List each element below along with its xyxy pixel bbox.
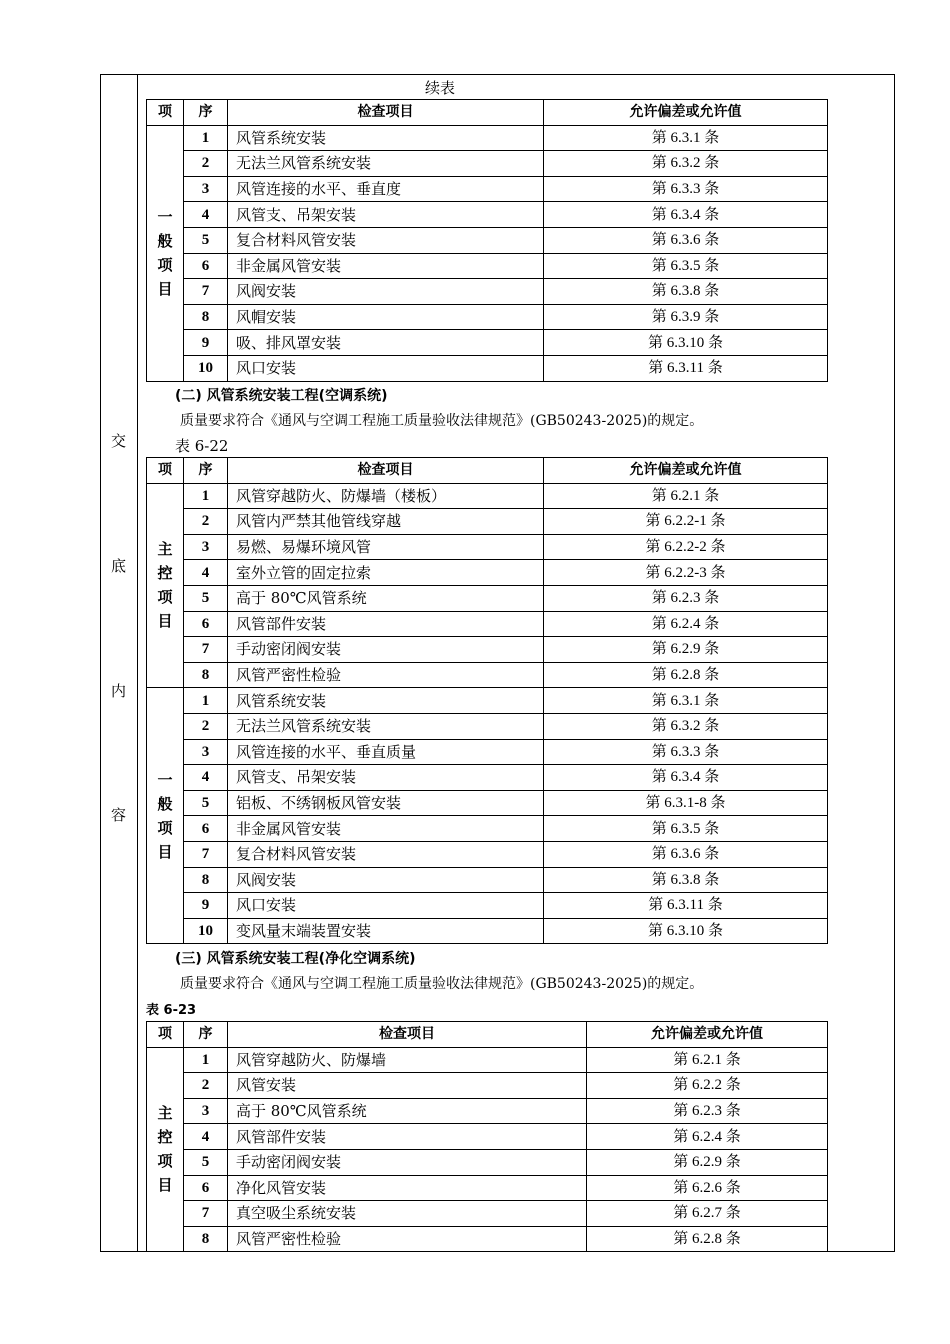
table-row	[147, 1098, 828, 1124]
inspection-item: 风管支、吊架安装	[228, 765, 544, 791]
table-6-22	[146, 457, 828, 944]
table-row	[147, 560, 828, 586]
inspection-item: 变风量末端装置安装	[228, 918, 544, 944]
category-char: 控	[157, 564, 173, 583]
table-row	[147, 534, 828, 560]
header-category: 项	[147, 100, 184, 126]
requirement-text: 质量要求符合《通风与空调工程施工质量验收法律规范》(GB50243-2025)的规定。	[180, 413, 704, 429]
allowed-value: 第 6.3.9 条	[544, 304, 828, 330]
continued-label: 续表	[425, 79, 456, 97]
side-label-char: 交	[110, 432, 126, 450]
allowed-value: 第 6.3.11 条	[544, 355, 828, 381]
inspection-item: 净化风管安装	[228, 1175, 587, 1201]
inspection-item: 风管严密性检验	[228, 662, 544, 688]
inspection-item: 风管系统安装	[228, 688, 544, 714]
table-row	[147, 841, 828, 867]
table-row	[147, 509, 828, 535]
category-char: 项	[157, 818, 173, 837]
category-char: 目	[157, 1176, 173, 1195]
table-row	[147, 253, 828, 279]
category-main-control	[147, 483, 184, 688]
requirement-text: 质量要求符合《通风与空调工程施工质量验收法律规范》(GB50243-2025)的规定。	[180, 976, 704, 992]
category-general	[147, 125, 184, 381]
allowed-value: 第 6.3.1 条	[544, 688, 828, 714]
table-row	[147, 867, 828, 893]
header-seq: 序	[184, 458, 228, 484]
header-item: 检查项目	[228, 100, 544, 126]
header-seq: 序	[184, 1022, 228, 1048]
allowed-value: 第 6.2.3 条	[587, 1098, 828, 1124]
row-number: 6	[184, 1175, 228, 1201]
row-number: 5	[184, 790, 228, 816]
allowed-value: 第 6.2.8 条	[544, 662, 828, 688]
table-row	[147, 279, 828, 305]
table-row	[147, 790, 828, 816]
row-number: 5	[184, 227, 228, 253]
table-row	[147, 330, 828, 356]
allowed-value: 第 6.2.2-3 条	[544, 560, 828, 586]
allowed-value: 第 6.3.5 条	[544, 253, 828, 279]
header-value: 允许偏差或允许值	[544, 458, 828, 484]
row-number: 2	[184, 151, 228, 177]
row-number: 10	[184, 355, 228, 381]
inspection-item: 复合材料风管安装	[228, 227, 544, 253]
inspection-item: 室外立管的固定拉索	[228, 560, 544, 586]
inspection-item: 风阀安装	[228, 279, 544, 305]
row-number: 8	[184, 867, 228, 893]
table-row	[147, 1047, 828, 1073]
allowed-value: 第 6.2.9 条	[544, 637, 828, 663]
row-number: 1	[184, 1047, 228, 1073]
allowed-value: 第 6.2.1 条	[544, 483, 828, 509]
table-row	[147, 816, 828, 842]
inspection-item: 风管严密性检验	[228, 1226, 587, 1252]
inspection-item: 真空吸尘系统安装	[228, 1201, 587, 1227]
row-number: 4	[184, 1124, 228, 1150]
table-row	[147, 1073, 828, 1099]
row-number: 1	[184, 483, 228, 509]
row-number: 6	[184, 253, 228, 279]
row-number: 4	[184, 765, 228, 791]
row-number: 7	[184, 1201, 228, 1227]
row-number: 2	[184, 713, 228, 739]
inspection-item: 风管连接的水平、垂直度	[228, 176, 544, 202]
row-number: 1	[184, 125, 228, 151]
allowed-value: 第 6.3.10 条	[544, 918, 828, 944]
row-number: 4	[184, 560, 228, 586]
side-label-char: 容	[110, 806, 126, 824]
allowed-value: 第 6.3.6 条	[544, 841, 828, 867]
category-char: 主	[157, 1104, 173, 1123]
row-number: 3	[184, 534, 228, 560]
inspection-item: 铝板、不绣钢板风管安装	[228, 790, 544, 816]
inspection-item: 风管安装	[228, 1073, 587, 1099]
allowed-value: 第 6.2.2-1 条	[544, 509, 828, 535]
category-char: 般	[157, 794, 173, 813]
table-row	[147, 227, 828, 253]
inspection-item: 风管穿越防火、防爆墙（楼板）	[228, 483, 544, 509]
row-number: 7	[184, 279, 228, 305]
allowed-value: 第 6.3.4 条	[544, 765, 828, 791]
row-number: 3	[184, 739, 228, 765]
allowed-value: 第 6.3.1-8 条	[544, 790, 828, 816]
table-label: 表 6-23	[146, 1003, 197, 1018]
side-label-char: 底	[110, 557, 126, 575]
category-char: 项	[157, 1152, 173, 1171]
inspection-item: 风管穿越防火、防爆墙	[228, 1047, 587, 1073]
side-label-char: 内	[110, 682, 126, 700]
table-row	[147, 637, 828, 663]
category-char: 项	[157, 256, 173, 275]
allowed-value: 第 6.3.2 条	[544, 151, 828, 177]
row-number: 6	[184, 611, 228, 637]
inspection-item: 风帽安装	[228, 304, 544, 330]
inspection-item: 高于 80℃风管系统	[228, 585, 544, 611]
inspection-item: 非金属风管安装	[228, 253, 544, 279]
category-main-control	[147, 1047, 184, 1252]
header-value: 允许偏差或允许值	[587, 1022, 828, 1048]
table-row	[147, 355, 828, 381]
allowed-value: 第 6.2.3 条	[544, 585, 828, 611]
row-number: 8	[184, 662, 228, 688]
table-row	[147, 1226, 828, 1252]
table-row	[147, 176, 828, 202]
category-general	[147, 688, 184, 944]
row-number: 7	[184, 841, 228, 867]
allowed-value: 第 6.2.4 条	[587, 1124, 828, 1150]
header-category: 项	[147, 458, 184, 484]
row-number: 8	[184, 304, 228, 330]
inspection-item: 复合材料风管安装	[228, 841, 544, 867]
inspection-item: 风管部件安装	[228, 1124, 587, 1150]
section-heading: (二) 风管系统安装工程(空调系统)	[175, 388, 388, 404]
allowed-value: 第 6.2.7 条	[587, 1201, 828, 1227]
allowed-value: 第 6.2.6 条	[587, 1175, 828, 1201]
inspection-item: 风管连接的水平、垂直质量	[228, 739, 544, 765]
table-row	[147, 662, 828, 688]
table-row	[147, 483, 828, 509]
row-number: 3	[184, 1098, 228, 1124]
inspection-item: 无法兰风管系统安装	[228, 713, 544, 739]
table-label: 表 6-22	[175, 437, 229, 455]
inspection-item: 手动密闭阀安装	[228, 637, 544, 663]
table-row	[147, 688, 828, 714]
row-number: 4	[184, 202, 228, 228]
allowed-value: 第 6.3.5 条	[544, 816, 828, 842]
header-item: 检查项目	[228, 1022, 587, 1048]
allowed-value: 第 6.3.10 条	[544, 330, 828, 356]
side-divider	[137, 74, 138, 1252]
table-row	[147, 1201, 828, 1227]
table-row	[147, 765, 828, 791]
table-row	[147, 893, 828, 919]
table-row	[147, 1175, 828, 1201]
table-row	[147, 918, 828, 944]
row-number: 7	[184, 637, 228, 663]
table-row	[147, 1149, 828, 1175]
inspection-item: 高于 80℃风管系统	[228, 1098, 587, 1124]
inspection-item: 手动密闭阀安装	[228, 1149, 587, 1175]
category-char: 目	[157, 612, 173, 631]
allowed-value: 第 6.3.3 条	[544, 176, 828, 202]
table-row	[147, 1124, 828, 1150]
inspection-item: 风管内严禁其他管线穿越	[228, 509, 544, 535]
section-heading: (三) 风管系统安装工程(净化空调系统)	[175, 951, 416, 967]
inspection-item: 风管系统安装	[228, 125, 544, 151]
allowed-value: 第 6.2.4 条	[544, 611, 828, 637]
row-number: 3	[184, 176, 228, 202]
header-value: 允许偏差或允许值	[544, 100, 828, 126]
row-number: 1	[184, 688, 228, 714]
row-number: 5	[184, 1149, 228, 1175]
allowed-value: 第 6.3.11 条	[544, 893, 828, 919]
table-6-23	[146, 1021, 828, 1252]
allowed-value: 第 6.2.1 条	[587, 1047, 828, 1073]
allowed-value: 第 6.3.1 条	[544, 125, 828, 151]
allowed-value: 第 6.2.2-2 条	[544, 534, 828, 560]
allowed-value: 第 6.3.4 条	[544, 202, 828, 228]
row-number: 2	[184, 1073, 228, 1099]
table-row	[147, 125, 828, 151]
row-number: 6	[184, 816, 228, 842]
table-continued	[146, 99, 828, 382]
table-row	[147, 585, 828, 611]
inspection-item: 无法兰风管系统安装	[228, 151, 544, 177]
inspection-item: 风管部件安装	[228, 611, 544, 637]
header-item: 检查项目	[228, 458, 544, 484]
header-seq: 序	[184, 100, 228, 126]
row-number: 9	[184, 893, 228, 919]
table-row	[147, 739, 828, 765]
inspection-item: 易燃、易爆环境风管	[228, 534, 544, 560]
inspection-item: 风阀安装	[228, 867, 544, 893]
category-char: 一	[157, 208, 173, 227]
table-row	[147, 151, 828, 177]
row-number: 9	[184, 330, 228, 356]
allowed-value: 第 6.3.3 条	[544, 739, 828, 765]
inspection-item: 风口安装	[228, 893, 544, 919]
inspection-item: 风管支、吊架安装	[228, 202, 544, 228]
category-char: 项	[157, 588, 173, 607]
table-row	[147, 611, 828, 637]
table-row	[147, 202, 828, 228]
table-row	[147, 304, 828, 330]
category-char: 般	[157, 232, 173, 251]
category-char: 目	[157, 280, 173, 299]
category-char: 控	[157, 1128, 173, 1147]
row-number: 8	[184, 1226, 228, 1252]
row-number: 10	[184, 918, 228, 944]
allowed-value: 第 6.3.8 条	[544, 279, 828, 305]
inspection-item: 非金属风管安装	[228, 816, 544, 842]
category-char: 目	[157, 842, 173, 861]
header-category: 项	[147, 1022, 184, 1048]
row-number: 2	[184, 509, 228, 535]
allowed-value: 第 6.2.9 条	[587, 1149, 828, 1175]
row-number: 5	[184, 585, 228, 611]
table-row	[147, 713, 828, 739]
allowed-value: 第 6.3.6 条	[544, 227, 828, 253]
allowed-value: 第 6.2.8 条	[587, 1226, 828, 1252]
category-char: 一	[157, 770, 173, 789]
allowed-value: 第 6.3.8 条	[544, 867, 828, 893]
allowed-value: 第 6.3.2 条	[544, 713, 828, 739]
allowed-value: 第 6.2.2 条	[587, 1073, 828, 1099]
inspection-item: 风口安装	[228, 355, 544, 381]
category-char: 主	[157, 540, 173, 559]
inspection-item: 吸、排风罩安装	[228, 330, 544, 356]
